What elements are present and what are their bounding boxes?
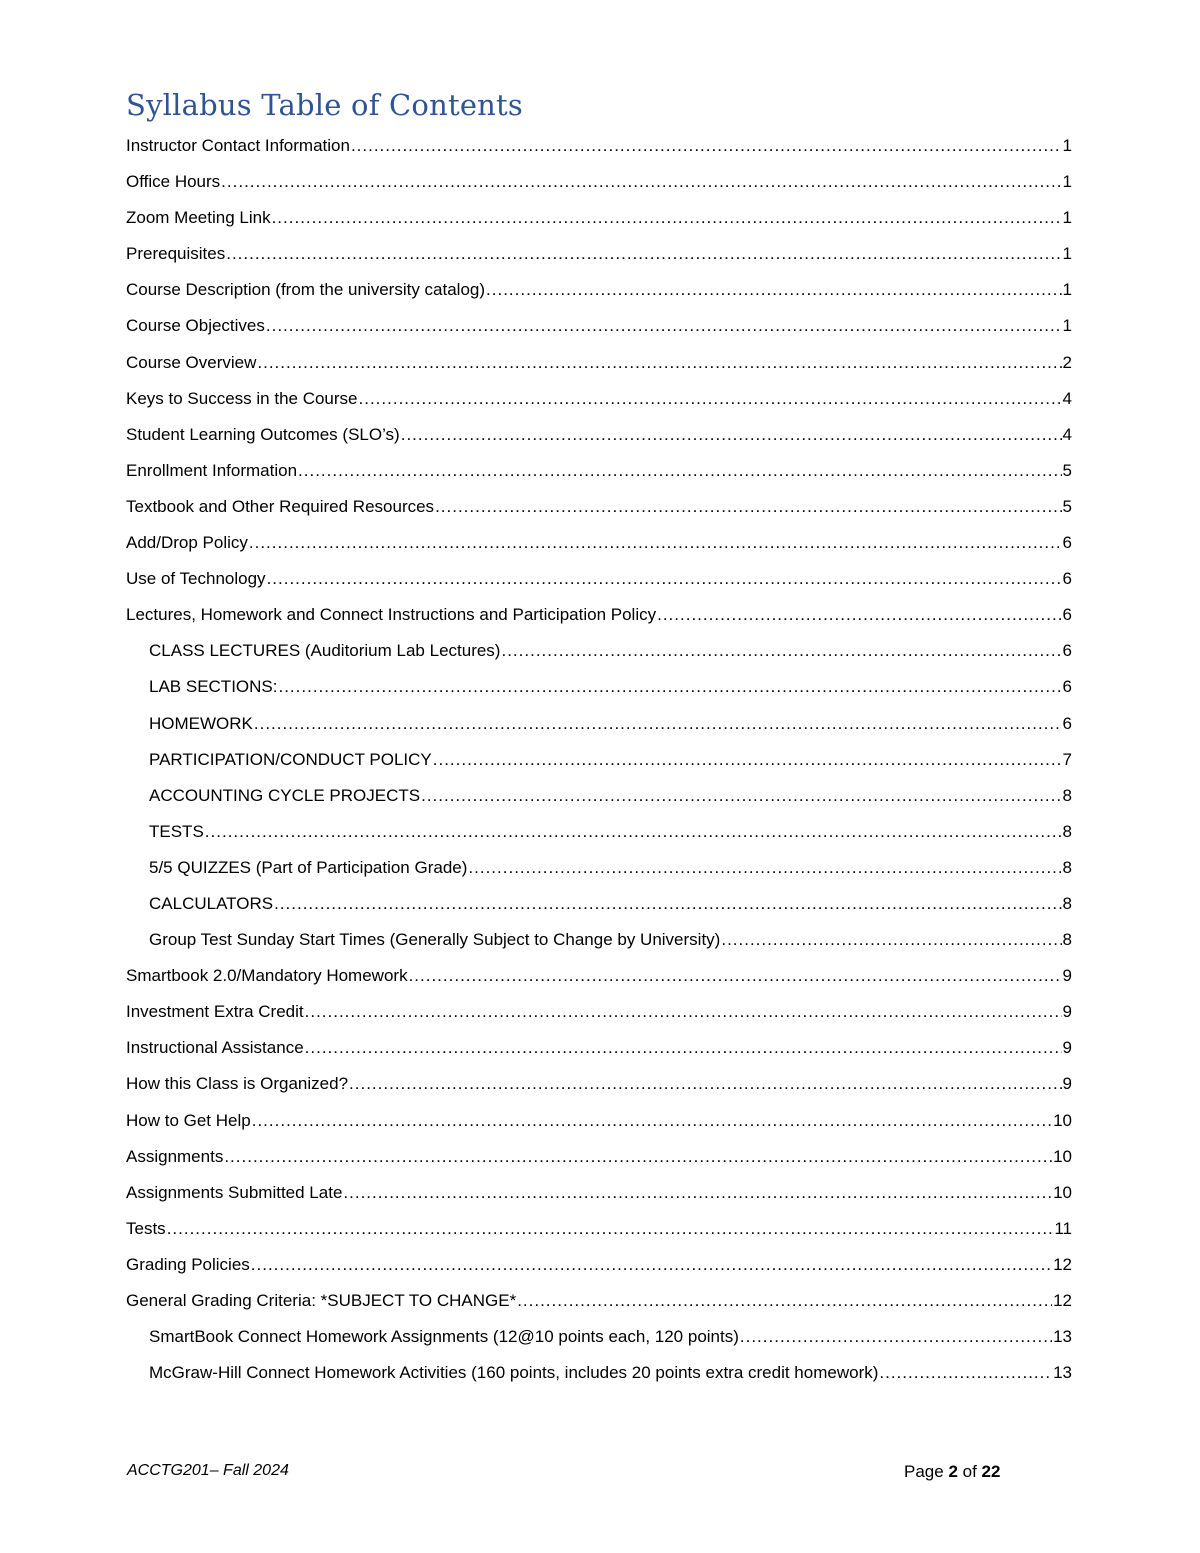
toc-entry-label: Office Hours	[126, 172, 221, 192]
toc-entry-label: Assignments	[126, 1146, 224, 1166]
toc-dot-leader	[305, 1030, 1062, 1066]
toc-entry-page-number: 8	[1062, 930, 1072, 950]
toc-dot-leader	[349, 1066, 1062, 1102]
toc-entry-page-number: 10	[1053, 1110, 1072, 1130]
toc-entry[interactable]	[126, 958, 1072, 994]
toc-entry[interactable]	[126, 489, 1072, 525]
toc-entry[interactable]	[126, 742, 1072, 778]
toc-dot-leader	[251, 1247, 1052, 1283]
footer-current-page: 2	[948, 1462, 958, 1481]
footer-course: ACCTG201– Fall 2024	[127, 1462, 289, 1479]
toc-entry-label: Instructional Assistance	[126, 1038, 304, 1058]
toc-dot-leader	[224, 1139, 1052, 1175]
toc-entry-label: Group Test Sunday Start Times (Generally Subject to Change by University)	[149, 930, 721, 950]
toc-entry-page-number: 4	[1062, 388, 1072, 408]
toc-entry-page-number: 9	[1062, 1074, 1072, 1094]
toc-entry[interactable]	[126, 561, 1072, 597]
toc-entry-page-number: 4	[1062, 424, 1072, 444]
footer-total-pages: 22	[981, 1462, 1001, 1481]
toc-entry-label: Textbook and Other Required Resources	[126, 496, 435, 516]
toc-entry-page-number: 9	[1062, 1038, 1072, 1058]
toc-dot-leader	[298, 453, 1062, 489]
toc-entry[interactable]	[126, 453, 1072, 489]
toc-entry-label: General Grading Criteria: *SUBJECT TO CHANGE*	[126, 1291, 517, 1310]
toc-dot-leader	[266, 308, 1062, 344]
toc-entry-page-number: 1	[1062, 244, 1072, 264]
toc-entry-page-number: 7	[1062, 749, 1072, 769]
toc-dot-leader	[305, 994, 1062, 1030]
toc-dot-leader	[274, 886, 1061, 922]
toc-entry-page-number: 9	[1062, 966, 1072, 986]
toc-entry-label: 5/5 QUIZZES (Part of Participation Grade)	[149, 857, 468, 877]
toc-entry[interactable]	[126, 200, 1072, 236]
toc-dot-leader	[167, 1211, 1054, 1247]
toc-entry[interactable]	[126, 922, 1072, 958]
toc-list	[126, 128, 1072, 1391]
toc-entry-page-number: 8	[1062, 821, 1072, 841]
toc-entry-label: Course Description (from the university catalog)	[126, 280, 486, 300]
toc-entry-page-number: 6	[1062, 641, 1072, 661]
toc-entry[interactable]	[126, 1355, 1072, 1391]
toc-entry[interactable]	[126, 272, 1072, 308]
toc-entry[interactable]	[126, 633, 1072, 669]
toc-entry-page-number: 1	[1062, 136, 1072, 155]
toc-dot-leader	[254, 706, 1062, 742]
toc-dot-leader	[272, 200, 1062, 236]
toc-entry-page-number: 6	[1062, 533, 1072, 553]
toc-entry-label: How to Get Help	[126, 1110, 251, 1130]
toc-entry[interactable]	[126, 417, 1072, 453]
toc-entry-page-number: 1	[1062, 208, 1072, 228]
toc-dot-leader	[249, 525, 1062, 561]
toc-entry-page-number: 12	[1053, 1291, 1072, 1310]
footer-of-word: of	[957, 1462, 982, 1481]
toc-entry-page-number: 10	[1053, 1146, 1072, 1166]
toc-entry[interactable]	[126, 1103, 1072, 1139]
footer-page-number	[904, 1462, 1000, 1482]
toc-dot-leader	[221, 164, 1061, 200]
toc-entry-label: Course Overview	[126, 352, 257, 372]
toc-entry-page-number: 10	[1053, 1182, 1072, 1202]
toc-dot-leader	[468, 850, 1061, 886]
toc-entry[interactable]	[126, 1066, 1072, 1102]
toc-entry-label: Use of Technology	[126, 569, 266, 589]
toc-entry-page-number: 8	[1062, 893, 1072, 913]
toc-entry-page-number: 1	[1062, 172, 1072, 192]
toc-dot-leader	[351, 128, 1062, 164]
toc-entry[interactable]	[126, 128, 1072, 164]
toc-dot-leader	[252, 1103, 1052, 1139]
toc-entry[interactable]	[126, 345, 1072, 381]
toc-entry-label: PARTICIPATION/CONDUCT POLICY	[149, 749, 432, 769]
toc-dot-leader	[226, 236, 1061, 272]
toc-entry-label: How this Class is Organized?	[126, 1074, 349, 1094]
toc-dot-leader	[359, 381, 1062, 417]
toc-entry-label: ACCOUNTING CYCLE PROJECTS	[149, 785, 421, 805]
toc-entry-page-number: 13	[1053, 1363, 1072, 1383]
toc-dot-leader	[267, 561, 1062, 597]
toc-entry-label: TESTS	[149, 821, 204, 841]
toc-entry-label: Prerequisites	[126, 244, 226, 264]
toc-entry-page-number: 1	[1062, 316, 1072, 336]
toc-entry[interactable]	[126, 1030, 1072, 1066]
toc-entry-label: CLASS LECTURES (Auditorium Lab Lectures)	[149, 641, 501, 661]
toc-entry-label: Grading Policies	[126, 1254, 250, 1274]
toc-dot-leader	[501, 633, 1061, 669]
toc-entry-label: CALCULATORS	[149, 893, 274, 913]
toc-dot-leader	[257, 345, 1061, 381]
toc-entry-label: Smartbook 2.0/Mandatory Homework	[126, 966, 408, 986]
toc-entry-label: McGraw-Hill Connect Homework Activities (160 points, includes 20 points extra credit homework)	[149, 1363, 879, 1383]
footer-page-word: Page	[904, 1462, 949, 1481]
toc-dot-leader	[278, 669, 1061, 705]
toc-entry-label: Student Learning Outcomes (SLO’s)	[126, 424, 400, 444]
toc-dot-leader	[435, 489, 1061, 525]
toc-dot-leader	[401, 417, 1062, 453]
toc-entry[interactable]	[126, 597, 1072, 633]
toc-dot-leader	[433, 742, 1062, 778]
toc-entry[interactable]	[126, 1247, 1072, 1283]
toc-dot-leader	[409, 958, 1062, 994]
toc-entry[interactable]	[126, 164, 1072, 200]
toc-entry-page-number: 8	[1062, 785, 1072, 805]
toc-entry-label: LAB SECTIONS:	[149, 677, 278, 697]
toc-entry[interactable]	[126, 706, 1072, 742]
toc-entry[interactable]	[126, 1283, 1072, 1319]
toc-entry-page-number: 6	[1062, 713, 1072, 733]
toc-entry[interactable]	[126, 308, 1072, 344]
toc-dot-leader	[879, 1355, 1052, 1391]
toc-dot-leader	[486, 272, 1062, 308]
toc-dot-leader	[740, 1319, 1052, 1355]
toc-entry-page-number: 6	[1062, 569, 1072, 589]
toc-entry-page-number: 1	[1062, 280, 1072, 300]
toc-entry-page-number: 9	[1062, 1002, 1072, 1022]
toc-entry[interactable]	[126, 994, 1072, 1030]
toc-dot-leader	[517, 1283, 1052, 1319]
toc-entry-label: Lectures, Homework and Connect Instructions and Participation Policy	[126, 605, 657, 625]
toc-entry-page-number: 13	[1053, 1327, 1072, 1347]
toc-entry[interactable]	[126, 814, 1072, 850]
toc-dot-leader	[421, 778, 1061, 814]
toc-entry-page-number: 2	[1062, 352, 1072, 372]
toc-entry-page-number: 5	[1062, 496, 1072, 516]
toc-entry[interactable]	[126, 381, 1072, 417]
toc-title: Syllabus Table of Contents	[126, 88, 523, 122]
toc-entry-page-number: 6	[1062, 677, 1072, 697]
toc-dot-leader	[205, 814, 1062, 850]
toc-entry-page-number: 5	[1062, 460, 1072, 480]
toc-entry-page-number: 11	[1054, 1218, 1072, 1238]
toc-entry-label: Add/Drop Policy	[126, 533, 248, 553]
toc-entry-label: Instructor Contact Information	[126, 136, 350, 155]
toc-entry[interactable]	[126, 669, 1072, 705]
toc-entry-page-number: 8	[1062, 857, 1072, 877]
toc-entry-label: SmartBook Connect Homework Assignments (12@10 points each, 120 points)	[149, 1327, 739, 1347]
toc-entry[interactable]	[126, 525, 1072, 561]
toc-dot-leader	[721, 922, 1061, 958]
toc-entry[interactable]	[126, 778, 1072, 814]
toc-dot-leader	[657, 597, 1061, 633]
toc-entry[interactable]	[126, 1175, 1072, 1211]
toc-entry[interactable]	[126, 850, 1072, 886]
toc-entry[interactable]	[126, 1319, 1072, 1355]
toc-entry-label: Enrollment Information	[126, 460, 298, 480]
toc-entry-label: Investment Extra Credit	[126, 1002, 304, 1022]
toc-entry-label: Course Objectives	[126, 316, 265, 336]
toc-entry-label: Keys to Success in the Course	[126, 388, 358, 408]
toc-entry[interactable]	[126, 886, 1072, 922]
toc-entry-label: Zoom Meeting Link	[126, 208, 271, 228]
toc-entry-page-number: 6	[1062, 605, 1072, 625]
toc-entry[interactable]	[126, 236, 1072, 272]
toc-dot-leader	[343, 1175, 1052, 1211]
toc-entry[interactable]	[126, 1139, 1072, 1175]
toc-entry-page-number: 12	[1053, 1254, 1072, 1274]
toc-entry-label: HOMEWORK	[149, 713, 253, 733]
toc-entry-label: Tests	[126, 1218, 166, 1238]
toc-entry[interactable]	[126, 1211, 1072, 1247]
toc-entry-label: Assignments Submitted Late	[126, 1182, 343, 1202]
